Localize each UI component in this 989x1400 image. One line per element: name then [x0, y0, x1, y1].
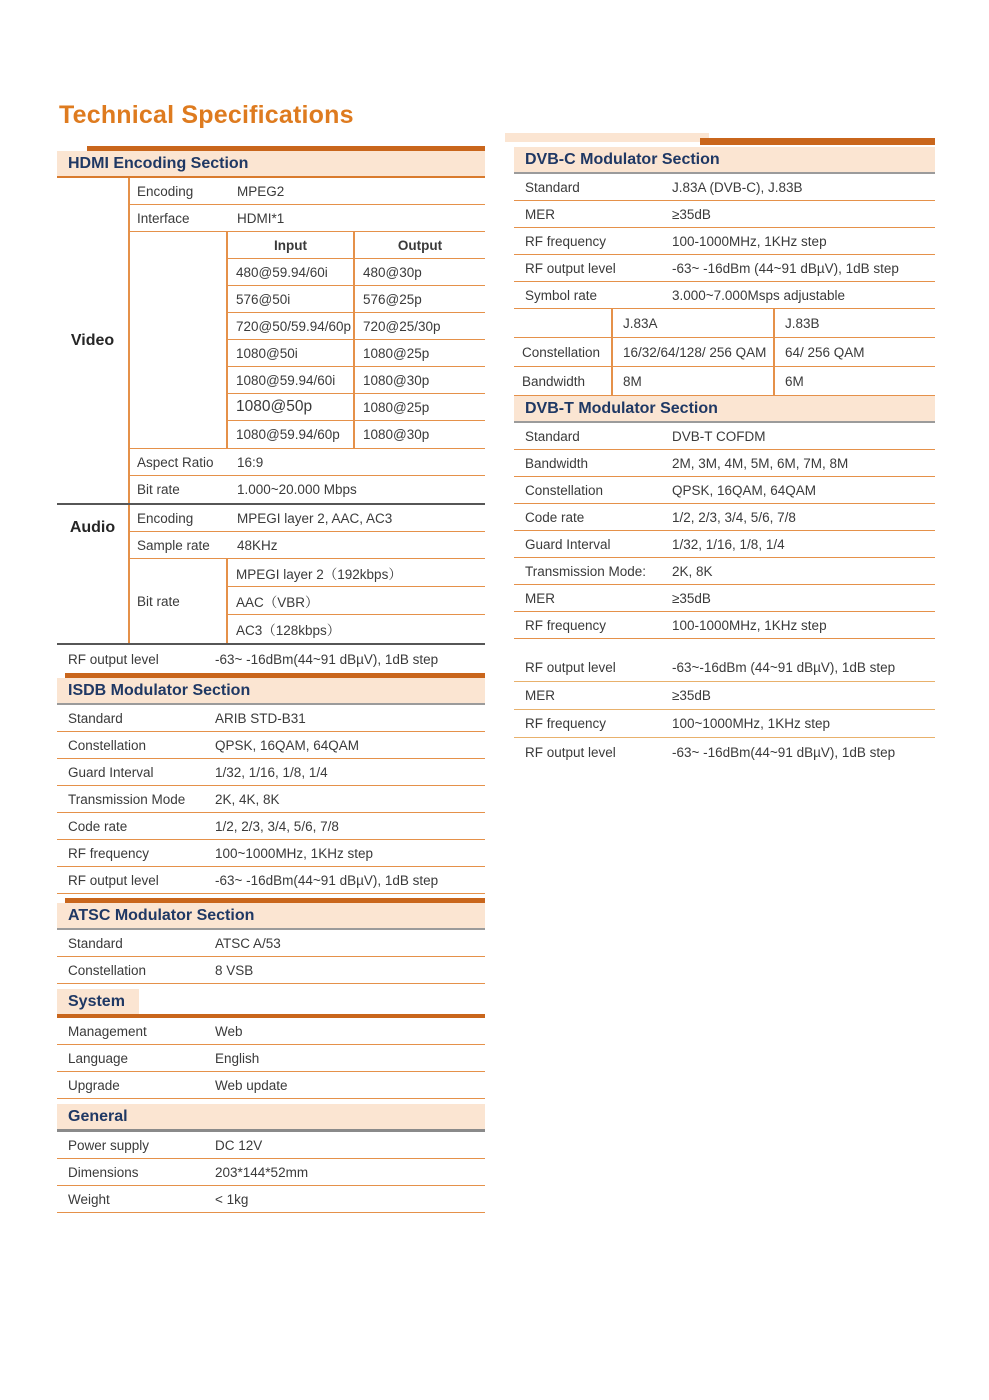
dvbc-subtable-spacer — [514, 309, 613, 337]
spec-value: Web update — [215, 1077, 288, 1093]
spec-value: HDMI*1 — [237, 210, 285, 226]
spec-key: RF output level — [525, 744, 616, 760]
spec-value: 48KHz — [237, 537, 278, 553]
spec-value-b: 64/ 256 QAM — [785, 344, 865, 360]
spec-value: QPSK, 16QAM, 64QAM — [215, 737, 360, 753]
spec-key: RF frequency — [525, 233, 607, 249]
spec-value: MPEGI layer 2, AAC, AC3 — [237, 510, 393, 526]
spec-value: 100-1000MHz, 1KHz step — [672, 617, 827, 633]
audio-bitrate-rows — [228, 559, 485, 643]
spec-row — [514, 654, 935, 682]
spec-value: 2M, 3M, 4M, 5M, 6M, 7M, 8M — [672, 455, 849, 471]
resolution-output: 576@25p — [363, 291, 422, 307]
audio-bitrate-value: AAC（VBR） — [228, 587, 485, 615]
spec-key: Encoding — [137, 510, 194, 526]
spec-row — [514, 228, 935, 255]
resolution-output: 1080@25p — [363, 399, 430, 415]
spec-row — [514, 477, 935, 504]
spec-row — [514, 201, 935, 228]
spec-value: -63~ -16dBm(44~91 dBµV), 1dB step — [672, 744, 896, 760]
page-title: Technical Specifications — [59, 101, 354, 129]
spec-value-a: 16/32/64/128/ 256 QAM — [613, 338, 775, 366]
spec-key: MER — [525, 206, 555, 222]
spec-row — [57, 732, 485, 759]
spec-row — [130, 178, 485, 205]
section-header-label: General — [68, 1107, 128, 1125]
spec-value: 203*144*52mm — [215, 1164, 309, 1180]
spec-value: ARIB STD-B31 — [215, 710, 306, 726]
resolution-row — [228, 286, 485, 313]
spec-row — [514, 612, 935, 639]
spec-value: 100-1000MHz, 1KHz step — [672, 233, 827, 249]
spec-key: Bit rate — [137, 482, 180, 497]
spec-key: Standard — [525, 179, 580, 195]
spec-row — [130, 505, 485, 532]
spec-key: Bandwidth — [514, 367, 613, 395]
spec-key: Constellation — [525, 482, 604, 498]
spec-value-a: 8M — [613, 367, 775, 395]
spec-value: DC 12V — [215, 1137, 263, 1153]
spec-value: J.83A (DVB-C), J.83B — [672, 179, 803, 195]
spec-value: 16:9 — [237, 454, 264, 470]
column-header-output: Output — [397, 237, 443, 253]
resolution-output: 1080@30p — [363, 372, 430, 388]
resolution-input: 720@50/59.94/60p — [228, 313, 355, 339]
resolution-input: 1080@50i — [228, 340, 355, 366]
section-header-isdb — [57, 678, 485, 705]
spec-value: 100~1000MHz, 1KHz step — [672, 716, 830, 731]
column-header-input: Input — [228, 232, 355, 258]
resolution-output: 1080@30p — [363, 427, 430, 442]
audio-group — [57, 505, 485, 645]
spec-row — [57, 1159, 485, 1186]
spec-row — [514, 585, 935, 612]
spec-row — [514, 174, 935, 201]
spec-row — [57, 867, 485, 894]
spec-value: -63~ -16dBm (44~91 dBµV), 1dB step — [672, 260, 899, 276]
section-header-system — [57, 989, 485, 1018]
resolution-table-rows — [228, 232, 485, 448]
resolution-row — [228, 340, 485, 367]
resolution-input: 1080@50p — [228, 394, 355, 420]
resolution-table-spacer — [130, 232, 228, 448]
spec-row — [514, 682, 935, 710]
audio-bitrate-value: AC3（128kbps） — [236, 623, 341, 638]
spec-key: Upgrade — [68, 1077, 120, 1093]
spec-value-b: 6M — [785, 373, 804, 389]
dvbc-subtable-col-a: J.83A — [613, 309, 775, 337]
section-header-label: ISDB Modulator Section — [68, 681, 251, 699]
resolution-input: 480@59.94/60i — [228, 259, 355, 285]
spec-row — [57, 1186, 485, 1213]
spec-value: -63~-16dBm (44~91 dBµV), 1dB step — [672, 660, 896, 675]
spec-row — [57, 1045, 485, 1072]
spec-key: Encoding — [137, 183, 194, 199]
spec-value: Web — [215, 1023, 243, 1039]
spec-key: Constellation — [68, 737, 147, 753]
resolution-row — [228, 421, 485, 448]
spec-key: Weight — [68, 1191, 110, 1207]
spec-key: Code rate — [525, 509, 585, 525]
spec-row — [514, 738, 935, 766]
peach-strip-decoration — [505, 133, 709, 142]
resolution-output: 480@30p — [363, 264, 422, 280]
resolution-output: 720@25/30p — [363, 318, 441, 334]
spec-value: ≥35dB — [672, 206, 711, 222]
spec-key: Transmission Mode: — [525, 563, 647, 579]
spec-key: Guard Interval — [525, 536, 611, 552]
video-group-body — [130, 178, 485, 503]
spec-value: MPEG2 — [237, 183, 285, 199]
spec-key: Guard Interval — [68, 764, 154, 780]
spec-key: RF frequency — [525, 716, 607, 731]
spec-key: RF output level — [68, 651, 159, 667]
video-group — [57, 178, 485, 505]
spec-key: Power supply — [68, 1137, 150, 1153]
spec-value: ATSC A/53 — [215, 935, 281, 951]
spec-row — [514, 558, 935, 585]
spec-row — [57, 759, 485, 786]
spec-row — [514, 710, 935, 738]
spec-key: Standard — [68, 710, 123, 726]
resolution-row — [228, 313, 485, 340]
spec-key: Code rate — [68, 818, 128, 834]
spec-row — [514, 423, 935, 450]
section-header-label: System — [57, 989, 139, 1014]
video-group-label: Video — [57, 178, 130, 503]
spec-key: RF frequency — [68, 845, 150, 861]
section-header-dvbc — [514, 147, 935, 174]
resolution-input: 576@50i — [228, 286, 355, 312]
left-column — [57, 146, 485, 1213]
section-header-label: ATSC Modulator Section — [68, 906, 255, 924]
spec-key: Language — [68, 1050, 129, 1066]
spec-row — [57, 930, 485, 957]
spec-value: DVB-T COFDM — [672, 428, 766, 444]
spec-value: 1/32, 1/16, 1/8, 1/4 — [672, 536, 785, 552]
section-header-hdmi — [57, 151, 485, 178]
spec-value: 1.000~20.000 Mbps — [237, 482, 357, 497]
spec-value: 1/2, 2/3, 3/4, 5/6, 7/8 — [215, 818, 339, 834]
resolution-row — [228, 259, 485, 286]
spec-key: Constellation — [68, 962, 147, 978]
spec-row — [130, 476, 485, 503]
spec-key: Constellation — [514, 338, 613, 366]
spec-value: -63~ -16dBm(44~91 dBµV), 1dB step — [215, 651, 439, 667]
spec-key: Management — [68, 1023, 147, 1039]
audio-group-label: Audio — [57, 505, 130, 643]
spec-value: < 1kg — [215, 1191, 249, 1207]
section-header-label: DVB-T Modulator Section — [525, 399, 718, 417]
spec-row — [514, 531, 935, 558]
spec-value: 3.000~7.000Msps adjustable — [672, 287, 846, 303]
resolution-table — [130, 232, 485, 449]
dvbc-subtable-col-b: J.83B — [785, 315, 820, 331]
orange-bar-decoration — [700, 138, 935, 145]
resolution-input: 1080@59.94/60p — [228, 421, 355, 448]
spec-row — [57, 840, 485, 867]
spec-row — [514, 282, 935, 309]
spec-row — [514, 255, 935, 282]
resolution-row — [228, 394, 485, 421]
section-header-label: HDMI Encoding Section — [68, 154, 249, 172]
spec-key: MER — [525, 688, 555, 703]
section-header-label: DVB-C Modulator Section — [525, 150, 720, 168]
rf-output-row — [57, 645, 485, 673]
spec-key: MER — [525, 590, 555, 606]
spec-key: Bandwidth — [525, 455, 589, 471]
audio-group-body — [130, 505, 485, 643]
spec-value: ≥35dB — [672, 590, 711, 606]
header-decorations — [514, 133, 935, 147]
spec-row — [57, 705, 485, 732]
spec-key: Dimensions — [68, 1164, 139, 1180]
spec-row — [514, 450, 935, 477]
spec-key: Aspect Ratio — [137, 454, 214, 470]
spec-value: 100~1000MHz, 1KHz step — [215, 845, 373, 861]
section-header-atsc — [57, 903, 485, 930]
resolution-row — [228, 367, 485, 394]
spec-value: 1/32, 1/16, 1/8, 1/4 — [215, 764, 328, 780]
dvbc-subtable-header-row — [514, 309, 935, 338]
spec-key: Symbol rate — [525, 287, 598, 303]
spec-value: 2K, 8K — [672, 563, 713, 579]
resolution-output: 1080@25p — [363, 345, 430, 361]
resolution-input: 1080@59.94/60i — [228, 367, 355, 393]
audio-bitrate-block — [130, 559, 485, 643]
spec-row — [57, 813, 485, 840]
spec-row — [57, 1018, 485, 1045]
spec-value: 2K, 4K, 8K — [215, 791, 280, 807]
spec-row — [57, 957, 485, 984]
audio-bitrate-label: Bit rate — [130, 559, 228, 643]
spec-value: ≥35dB — [672, 688, 711, 703]
spec-key: RF output level — [68, 872, 159, 888]
section-header-dvbt — [514, 396, 935, 423]
spec-row — [57, 786, 485, 813]
spec-row — [130, 532, 485, 559]
spec-row — [57, 1072, 485, 1099]
dvbc-subtable-row — [514, 338, 935, 367]
section-header-general — [57, 1104, 485, 1132]
spec-key: Transmission Mode — [68, 791, 186, 807]
spec-key: RF output level — [525, 260, 616, 276]
spec-row — [130, 205, 485, 232]
spec-key: RF frequency — [525, 617, 607, 633]
spec-key: Sample rate — [137, 537, 210, 553]
spec-row — [130, 449, 485, 476]
spec-value: English — [215, 1050, 260, 1066]
spec-value: 1/2, 2/3, 3/4, 5/6, 7/8 — [672, 509, 796, 525]
audio-bitrate-value: MPEGI layer 2（192kbps） — [228, 559, 485, 587]
dvbc-subtable-row — [514, 367, 935, 396]
spec-key: RF output level — [525, 660, 616, 675]
spec-value: -63~ -16dBm(44~91 dBµV), 1dB step — [215, 872, 439, 888]
spec-value: QPSK, 16QAM, 64QAM — [672, 482, 817, 498]
spec-value: 8 VSB — [215, 962, 254, 978]
spec-row — [514, 504, 935, 531]
spec-key: Interface — [137, 210, 190, 226]
spec-row — [57, 1132, 485, 1159]
resolution-header-row — [228, 232, 485, 259]
spec-key: Standard — [68, 935, 123, 951]
spec-key: Standard — [525, 428, 580, 444]
right-column — [514, 133, 935, 766]
